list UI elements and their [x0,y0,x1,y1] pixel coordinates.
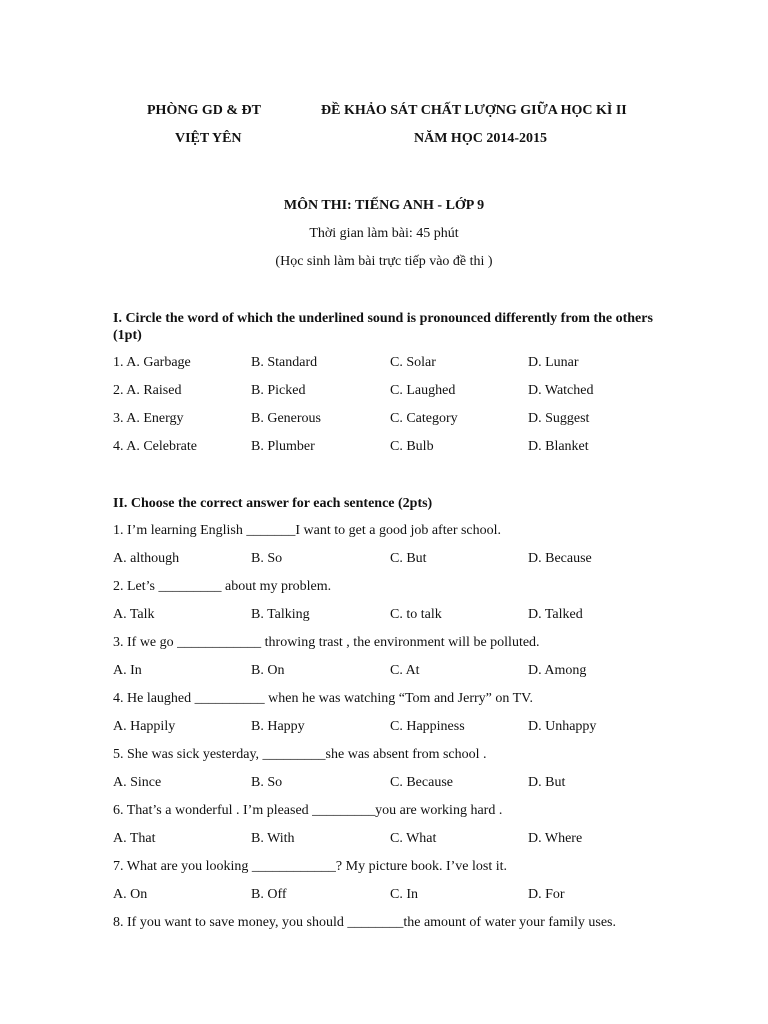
option: D. Suggest [528,411,590,426]
district-name: VIỆT YÊN [175,131,242,146]
option: A. although [113,551,180,566]
option: C. Because [390,775,453,790]
option: A. Happily [113,719,176,734]
answer-options [113,831,673,851]
option: B. Off [251,887,287,902]
option: A. On [113,887,148,902]
section-2-title: II. Choose the correct answer for each sentence (2pts) [113,496,433,511]
school-year: NĂM HỌC 2014-2015 [414,131,547,146]
option: B. With [251,831,295,846]
option: 3. A. Energy [113,411,184,426]
answer-options [113,551,673,571]
option: B. Picked [251,383,306,398]
option: C. What [390,831,437,846]
option: 2. A. Raised [113,383,182,398]
option: B. So [251,551,283,566]
exam-title: ĐỀ KHẢO SÁT CHẤT LƯỢNG GIỮA HỌC KÌ II [321,103,627,118]
option: C. Bulb [390,439,434,454]
option: C. In [390,887,418,902]
section-1-row [113,411,673,431]
option: B. Happy [251,719,305,734]
instruction-note: (Học sinh làm bài trực tiếp vào đề thi ) [275,254,493,269]
section-1-row [113,355,673,375]
option: 1. A. Garbage [113,355,191,370]
option: D. Lunar [528,355,579,370]
question-text: 8. If you want to save money, you should ________the amount of water your family uses. [113,915,617,930]
question-text: 3. If we go ____________ throwing trast , the environment will be polluted. [113,635,540,650]
option: C. Solar [390,355,436,370]
option: D. Among [528,663,587,678]
option: D. But [528,775,566,790]
section-1-row [113,383,673,403]
question-text: 6. That’s a wonderful . I’m pleased _________you are working hard . [113,803,503,818]
option: B. So [251,775,283,790]
answer-options [113,775,673,795]
question-text: 2. Let’s _________ about my problem. [113,579,332,594]
option: B. On [251,663,285,678]
option: A. That [113,831,156,846]
option: C. At [390,663,420,678]
question-text: 4. He laughed __________ when he was watching “Tom and Jerry” on TV. [113,691,533,706]
option: C. But [390,551,427,566]
option: D. For [528,887,565,902]
option: B. Talking [251,607,310,622]
section-1-row [113,439,673,459]
option: D. Watched [528,383,594,398]
section-1-title: I. Circle the word of which the underlined sound is pronounced differently from the others (1pt) [113,311,653,343]
answer-options [113,607,673,627]
option: 4. A. Celebrate [113,439,197,454]
subject-line: MÔN THI: TIẾNG ANH - LỚP 9 [283,198,485,213]
option: D. Because [528,551,592,566]
time-line: Thời gian làm bài: 45 phút [309,226,459,241]
answer-options [113,887,673,907]
option: A. Talk [113,607,155,622]
question-text: 7. What are you looking ____________? My picture book. I’ve lost it. [113,859,508,874]
option: D. Where [528,831,583,846]
option: C. to talk [390,607,442,622]
option: C. Happiness [390,719,465,734]
option: B. Generous [251,411,321,426]
option: B. Standard [251,355,318,370]
department-name: PHÒNG GD & ĐT [147,103,261,118]
option: A. In [113,663,142,678]
option: C. Category [390,411,458,426]
answer-options [113,719,673,739]
option: D. Blanket [528,439,589,454]
option: D. Unhappy [528,719,597,734]
answer-options [113,663,673,683]
question-text: 5. She was sick yesterday, _________she was absent from school . [113,747,487,762]
option: B. Plumber [251,439,315,454]
option: A. Since [113,775,162,790]
option: D. Talked [528,607,583,622]
question-text: 1. I’m learning English _______I want to get a good job after school. [113,523,502,538]
option: C. Laughed [390,383,456,398]
